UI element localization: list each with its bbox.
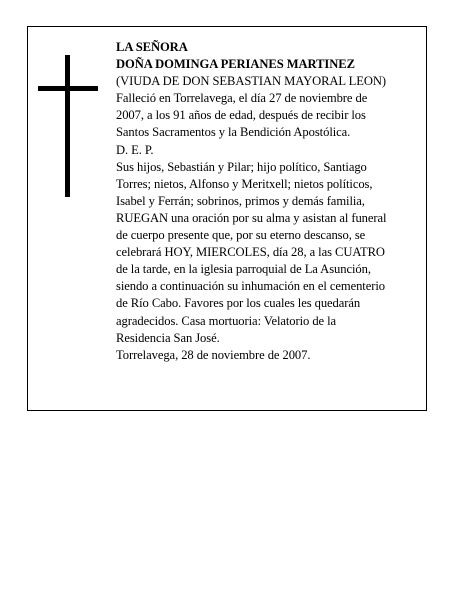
place-date-line: Torrelavega, 28 de noviembre de 2007. xyxy=(116,347,311,362)
cross-vertical-bar xyxy=(65,55,70,197)
family-line-8: siendo a continuación su inhumación en el cementerio xyxy=(116,279,385,294)
death-line-2: 2007, a los 91 años de edad, después de recibir los xyxy=(116,108,366,123)
widow-of-line: (VIUDA DE DON SEBASTIAN MAYORAL LEON) xyxy=(116,74,387,89)
death-line-3: Santos Sacramentos y la Bendición Apostólica. xyxy=(116,125,351,140)
heading-title: LA SEÑORA xyxy=(116,40,188,54)
death-line-1: Falleció en Torrelavega, el día 27 de noviembre de xyxy=(116,91,368,106)
family-line-5: de cuerpo presente que, por su eterno descanso, se xyxy=(116,228,366,243)
family-line-1: Sus hijos, Sebastián y Pilar; hijo político, Santiago xyxy=(116,159,367,174)
family-line-2: Torres; nietos, Alfonso y Meritxell; nietos políticos, xyxy=(116,176,373,191)
family-line-3: Isabel y Ferrán; sobrinos, primos y demás familia, xyxy=(116,193,365,208)
rip-line: D. E. P. xyxy=(116,142,154,157)
family-line-9: de Río Cabo. Favores por los cuales les quedarán xyxy=(116,296,361,311)
family-line-11: Residencia San José. xyxy=(116,330,220,345)
family-line-6: celebrará HOY, MIERCOLES, día 28, a las CUATRO xyxy=(116,245,385,260)
family-line-10: agradecidos. Casa mortuoria: Velatorio de la xyxy=(116,313,337,328)
family-line-4: RUEGAN una oración por su alma y asistan al funeral xyxy=(116,210,387,225)
cross-horizontal-bar xyxy=(38,86,98,91)
obituary-text xyxy=(116,39,421,364)
family-line-7: de la tarde, en la iglesia parroquial de La Asunción, xyxy=(116,262,371,277)
latin-cross-icon xyxy=(38,55,98,197)
deceased-name: DOÑA DOMINGA PERIANES MARTINEZ xyxy=(116,57,355,72)
